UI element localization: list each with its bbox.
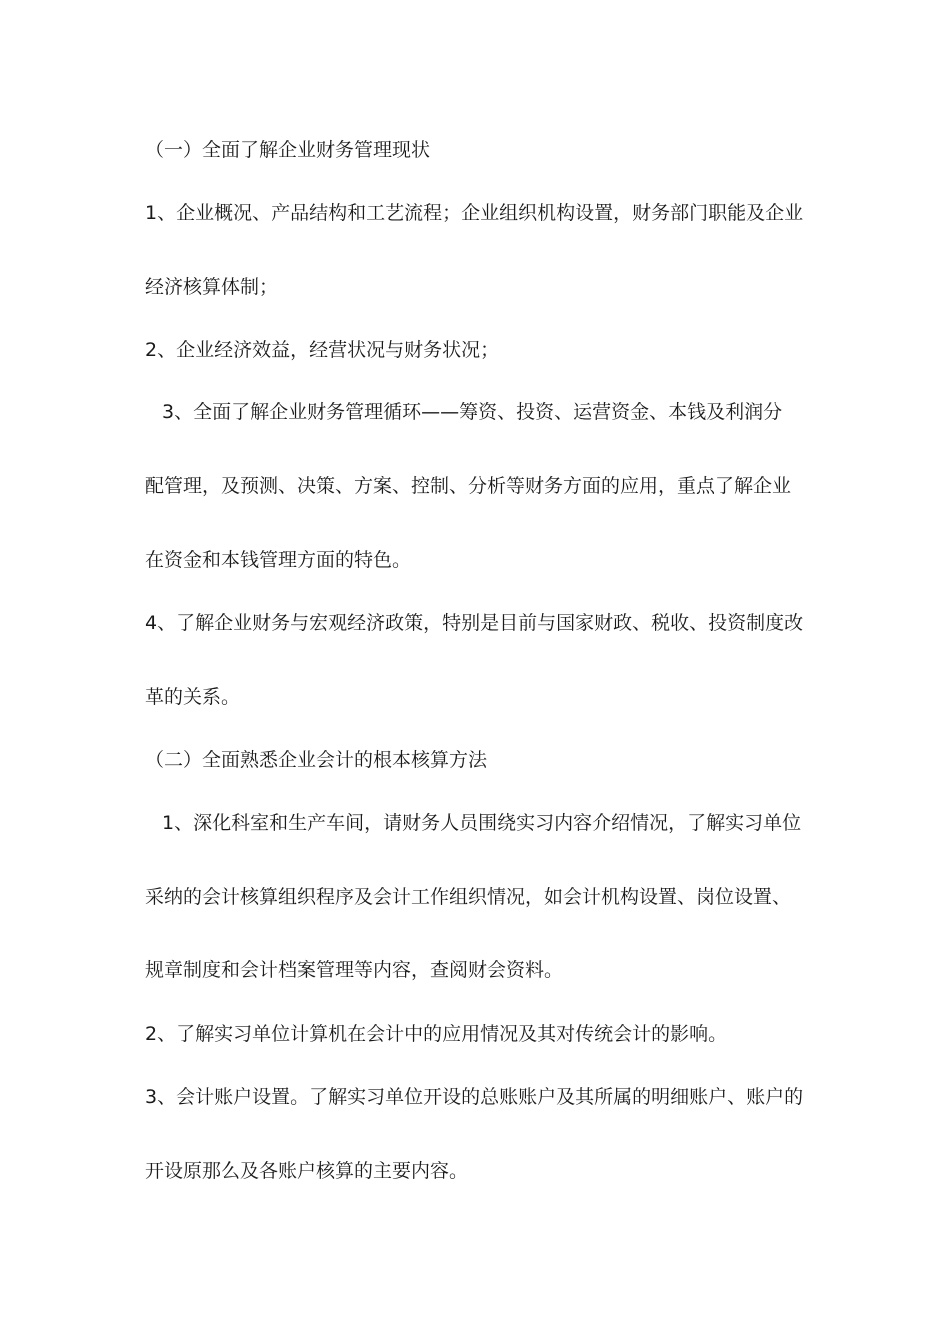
paragraph-line: 3、会计账户设置。了解实习单位开设的总账账户及其所属的明细账户、账户的	[145, 1086, 804, 1108]
section-heading-2: （二）全面熟悉企业会计的根本核算方法	[145, 749, 488, 771]
paragraph-line: 2、了解实习单位计算机在会计中的应用情况及其对传统会计的影响。	[145, 1023, 728, 1045]
paragraph-line: 规章制度和会计档案管理等内容，查阅财会资料。	[145, 959, 564, 981]
paragraph-line: 配管理，及预测、决策、方案、控制、分析等财务方面的应用，重点了解企业	[145, 475, 792, 497]
paragraph-line: 4、了解企业财务与宏观经济政策，特别是目前与国家财政、税收、投资制度改	[145, 612, 804, 634]
paragraph-line: 1、深化科室和生产车间，请财务人员围绕实习内容介绍情况，了解实习单位	[162, 812, 802, 834]
paragraph-line: 2、企业经济效益，经营状况与财务状况；	[145, 339, 500, 361]
paragraph-line: 经济核算体制；	[145, 276, 279, 298]
paragraph-line: 开设原那么及各账户核算的主要内容。	[145, 1160, 469, 1182]
paragraph-line: 1、企业概况、产品结构和工艺流程；企业组织机构设置，财务部门职能及企业	[145, 202, 804, 224]
section-heading-1: （一）全面了解企业财务管理现状	[145, 139, 431, 161]
paragraph-line: 革的关系。	[145, 686, 241, 708]
paragraph-line: 在资金和本钱管理方面的特色。	[145, 549, 412, 571]
paragraph-line: 采纳的会计核算组织程序及会计工作组织情况，如会计机构设置、岗位设置、	[145, 886, 792, 908]
paragraph-line: 3、全面了解企业财务管理循环——筹资、投资、运营资金、本钱及利润分	[162, 401, 783, 423]
